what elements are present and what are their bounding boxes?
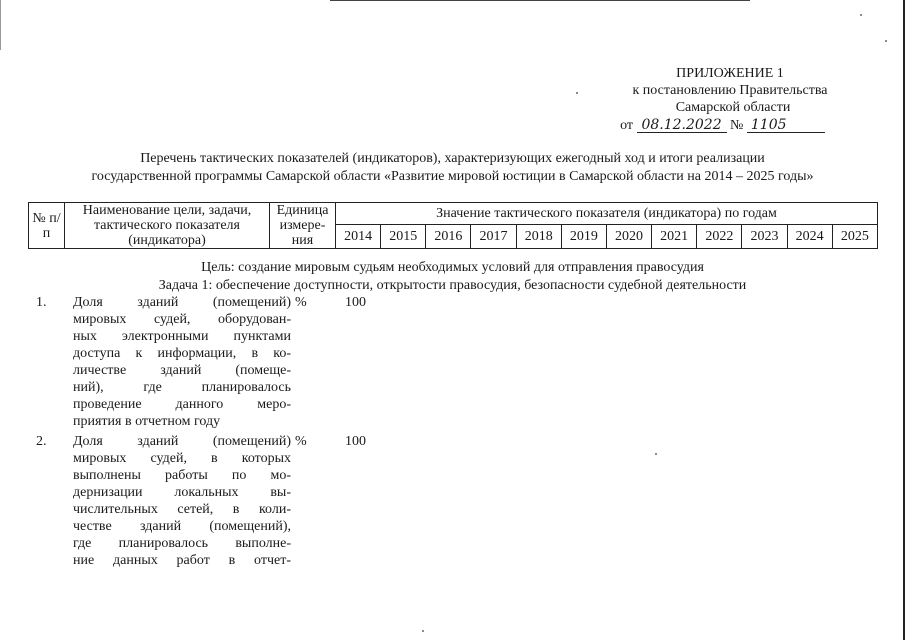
indicator-name-line: Доля зданий (помещений)	[73, 434, 291, 449]
col-number-header: № п/п	[29, 203, 65, 249]
indicator-name-line: доступа к информации, в ко-	[73, 346, 291, 361]
scan-speck	[422, 630, 424, 632]
indicator-name-line: числительных сетей, в коли-	[73, 502, 291, 517]
indicator-name-line: где планировалось выполне-	[73, 536, 291, 551]
year-header: 2014	[336, 224, 381, 248]
year-header: 2019	[561, 224, 606, 248]
indicator-name-line: личестве зданий (помеще-	[73, 363, 291, 378]
scan-speck	[860, 14, 862, 16]
row-number: 1.	[36, 295, 47, 310]
appendix-title: ПРИЛОЖЕНИЕ 1	[676, 66, 784, 81]
scan-speck	[576, 92, 578, 94]
row-value: 100	[345, 434, 366, 449]
indicator-name	[73, 433, 291, 569]
year-header: 2024	[787, 224, 832, 248]
indicator-name-line: честве зданий (помещений),	[73, 519, 291, 534]
year-header: 2018	[516, 224, 561, 248]
appendix-line: к постановлению Правительства	[632, 83, 828, 98]
indicator-name-line: выполнены работы по мо-	[73, 468, 291, 483]
year-header: 2025	[832, 224, 877, 248]
indicator-name-line: дернизации локальных вы-	[73, 485, 291, 500]
indicator-name-line: приятия в отчетном году	[73, 414, 221, 429]
number-label: №	[730, 118, 744, 133]
title-line: Перечень тактических показателей (индикаторов), характеризующих ежегодный ход и итоги реализации	[140, 151, 765, 166]
indicator-name-line: Доля зданий (помещений)	[73, 295, 291, 310]
appendix-header	[615, 65, 845, 134]
scan-speck	[885, 40, 887, 42]
indicator-name-line: проведение данного меро-	[73, 397, 291, 412]
indicator-name	[73, 294, 291, 430]
row-value: 100	[345, 295, 366, 310]
row-unit: %	[295, 295, 307, 310]
indicator-name-line: ных электронными пунктами	[73, 329, 291, 344]
indicators-table-header	[28, 202, 878, 249]
decree-date: 08.12.2022	[637, 118, 727, 133]
scan-edge	[330, 0, 750, 1]
indicator-name-line: ний), где планировалось	[73, 380, 291, 395]
year-header: 2023	[742, 224, 787, 248]
row-number: 2.	[36, 434, 47, 449]
year-header: 2020	[606, 224, 651, 248]
indicator-name-line: ние данных работ в отчет-	[73, 553, 291, 568]
from-label: от	[620, 118, 634, 133]
decree-reference	[600, 117, 845, 134]
scan-edge	[0, 0, 1, 50]
goal-heading: Цель: создание мировым судьям необходимых условий для отправления правосудия	[201, 260, 704, 275]
col-name-header: Наименование цели, задачи, тактического показателя (индикатора)	[65, 203, 270, 249]
indicator-name-line: мировых судей, в которых	[73, 451, 291, 466]
year-header: 2016	[426, 224, 471, 248]
indicator-name-line: мировых судей, оборудован-	[73, 312, 291, 327]
year-header: 2015	[381, 224, 426, 248]
scan-speck	[655, 453, 657, 455]
appendix-line: Самарской области	[675, 100, 791, 115]
year-header: 2021	[652, 224, 697, 248]
decree-number: 1105	[747, 118, 825, 133]
col-unit-header: Единица измере-ния	[270, 203, 336, 249]
col-values-header: Значение тактического показателя (индикатора) по годам	[336, 203, 878, 225]
task-heading: Задача 1: обеспечение доступности, открытости правосудия, безопасности судебной деятельности	[158, 278, 747, 293]
row-unit: %	[295, 434, 307, 449]
year-header: 2022	[697, 224, 742, 248]
title-line: государственной программы Самарской области «Развитие мировой юстиции в Самарской области на 2014 – 2025 годы»	[91, 169, 814, 184]
year-header: 2017	[471, 224, 516, 248]
document-title	[0, 150, 905, 186]
